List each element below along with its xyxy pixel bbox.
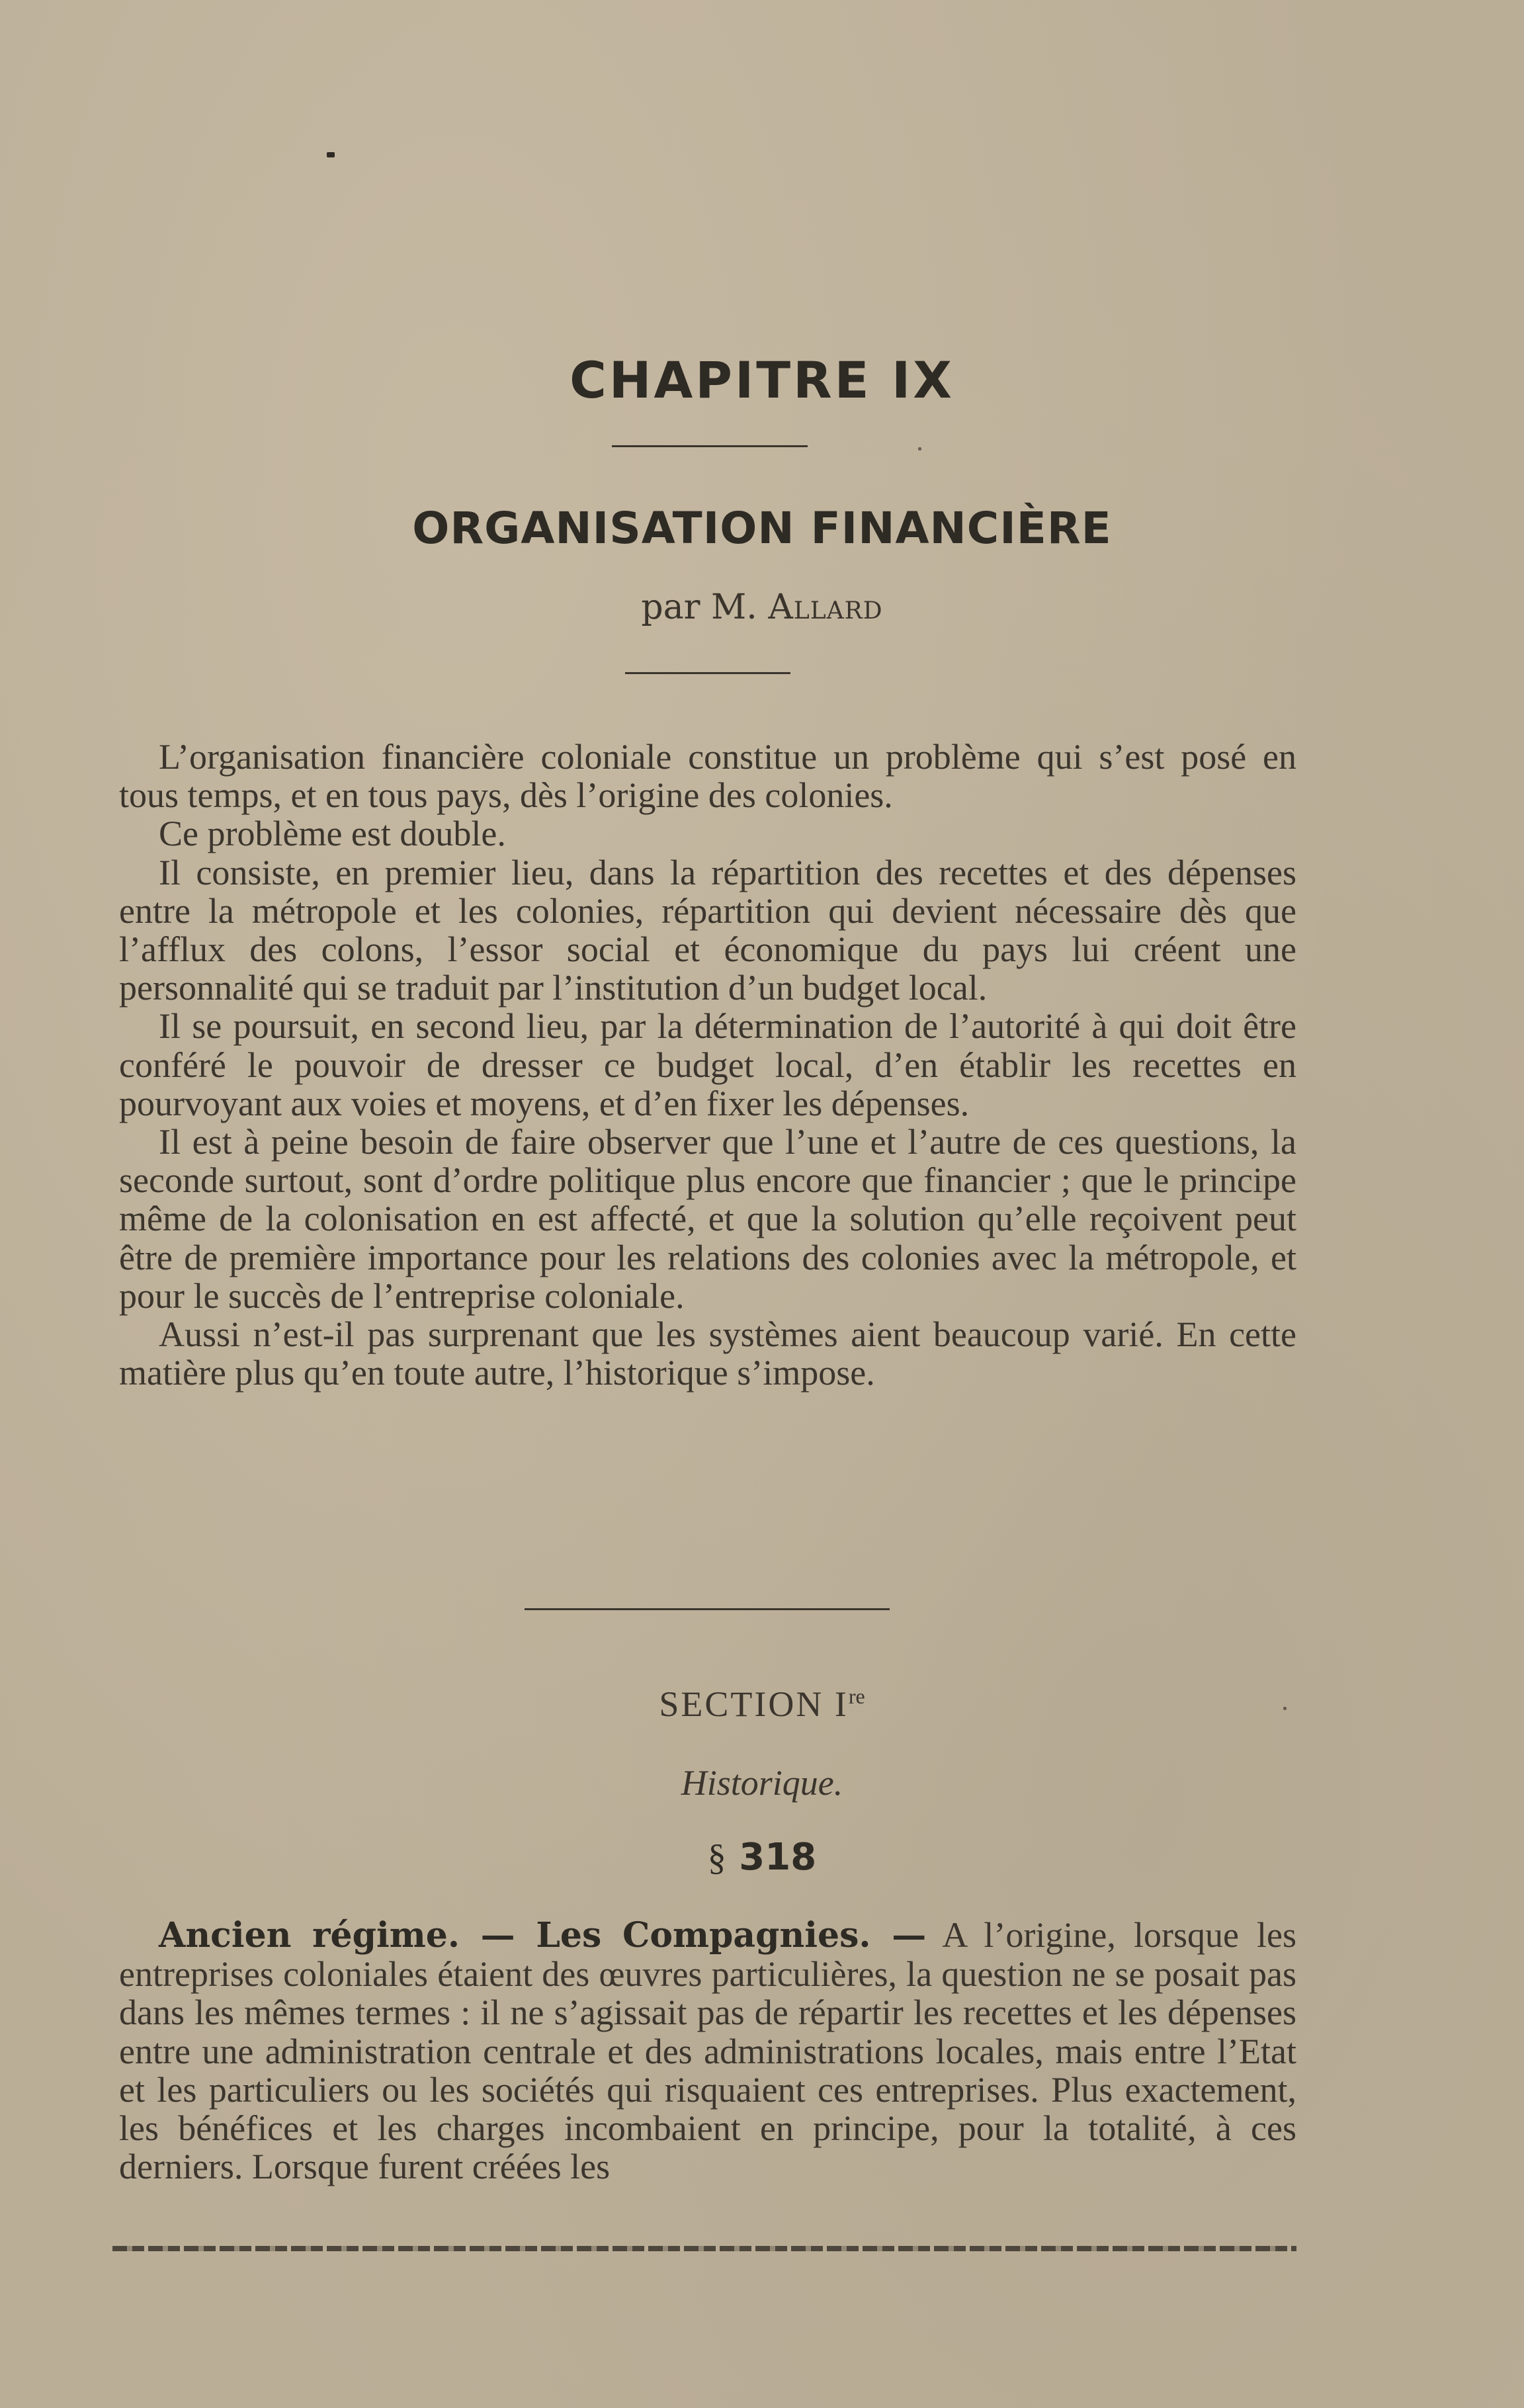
author-name: Allard — [768, 587, 883, 627]
ink-speck — [327, 152, 335, 157]
intro-paragraph: Il consiste, en premier lieu, dans la répartition des recettes et des dépenses entre la métropole et les colonies, répartition qui devient nécessaire dès que l’afflux des colons, l’essor social et économique du pays lui créent une personnalité qui se traduit par l’institution d’un budget local. — [119, 852, 1296, 1008]
section-text — [119, 1916, 1296, 2186]
intro-paragraph: Il se poursuit, en second lieu, par la détermination de l’autorité à qui doit être conféré le pouvoir de dresser ce budget local, d’en établir les recettes en pourvoyant aux voies et moyens, et d’en fixer les dépenses. — [119, 1006, 1296, 1123]
author-line — [0, 587, 1524, 627]
page-bottom-rule — [112, 2246, 1296, 2251]
author-rule — [625, 672, 790, 674]
section-label-sup: re — [848, 1684, 865, 1708]
intro-paragraph: Il est à peine besoin de faire observer que l’une et l’autre de ces questions, la seconde surtout, sont d’ordre politique plus encore que financier ; que le principe même de la colonisation en est affecté, et que la solution qu’elle reçoivent peut être de première importance pour les relations des colonies avec la métropole, et pour le succès de l’entreprise coloniale. — [119, 1122, 1296, 1316]
intro-text — [119, 738, 1296, 1392]
section-divider-rule — [525, 1608, 890, 1610]
chapter-rule — [612, 445, 808, 447]
intro-paragraph: Ce problème est double. — [159, 814, 506, 854]
section-paragraph — [119, 1916, 1296, 2186]
section-subtitle: Historique. — [681, 1763, 843, 1803]
section-label-text: SECTION I — [659, 1684, 849, 1724]
paragraph-number-value: 318 — [739, 1836, 817, 1879]
paragraph-symbol: § — [707, 1837, 726, 1878]
chapter-heading: ORGANISATION FINANCIÈRE — [412, 503, 1112, 554]
author-prefix: par M. — [641, 587, 757, 627]
intro-paragraph: Aussi n’est-il pas surprenant que les systèmes aient beaucoup varié. En cette matière plus qu’en toute autre, l’historique s’impose. — [119, 1314, 1296, 1393]
intro-paragraph: L’organisation financière coloniale constitue un problème qui s’est posé en tous temps, et en tous pays, dès l’origine des colonies. — [119, 737, 1296, 816]
section-label — [0, 1684, 1524, 1725]
chapter-title: CHAPITRE IX — [570, 351, 954, 409]
ink-speck — [918, 447, 921, 451]
section-lead-in: Ancien régime. — Les Compagnies. — — [159, 1915, 927, 1956]
section-paragraph-text: A l’origine, lorsque les entreprises coloniales étaient des œuvres particulières, la question ne se posait pas dans les mêmes termes : il ne s’agissait pas de répartir les recettes et les dépenses entre une administration centrale et des administrations locales, mais entre l’Etat et les particuliers ou les sociétés qui risquaient ces entreprises. Plus exactement, les bénéfices et les charges incombaient en principe, pour la totalité, à ces derniers. Lorsque furent créées les — [119, 1915, 1297, 2187]
paragraph-number — [0, 1836, 1524, 1879]
